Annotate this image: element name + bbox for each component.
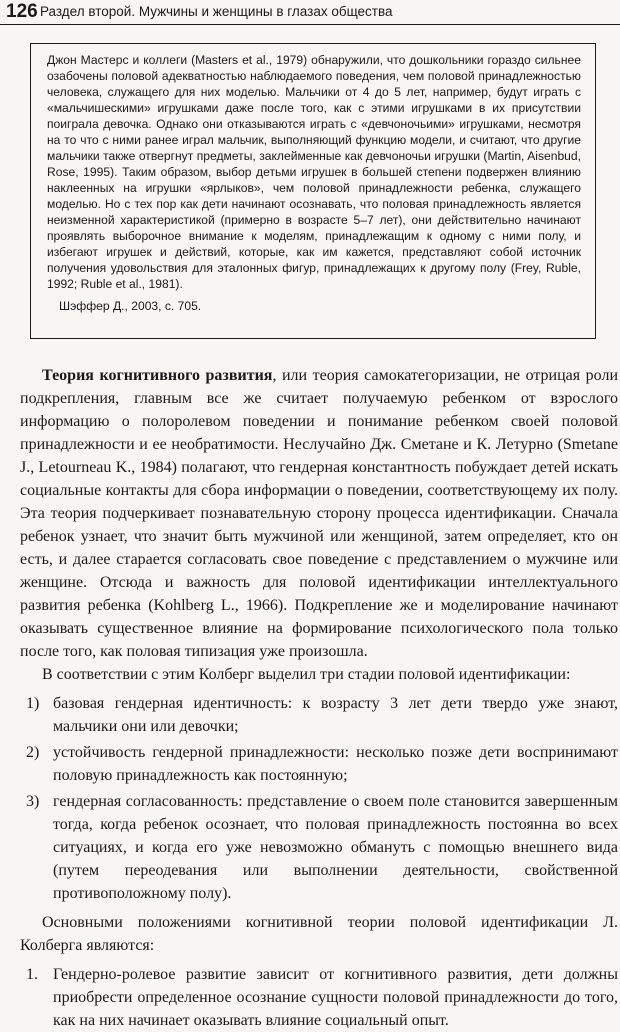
paragraph-cognitive-theory [20, 364, 618, 663]
paragraph-stages-intro: В соответствии с этим Колберг выделил три стадии половой идентификации: [42, 666, 571, 683]
term-cognitive-development: Теория когнитивного развития [42, 367, 273, 384]
stage-text: базовая гендерная идентичность: к возрасту 3 лет дети твердо уже знают, мальчики они или девочки; [53, 695, 618, 735]
principle-item [26, 963, 618, 1032]
paragraph-cognitive-theory-text: , или теория самокатегоризации, не отрицая роли подкрепления, главным все же считает получаемую ребенком от взрослого информацию о полоролевом поведении и понимание ребенком своей половой принадлежности и ее необратимости. Неслучайно Дж. Сметане и К. Летурно (Smetane J., Letourneau K., 1984) полагают, что гендерная константность побуждает детей искать социальные контакты для сбора информации о поведении, соответствующему их полу. Эта теория подчеркивает познавательную сторону процесса идентификации. Сначала ребенок узнает, что значит быть мужчиной или женщиной, затем определяет, кто он есть, и далее старается согласовать свое поведение с представлением о мужчине или женщине. Отсюда и важность для половой идентификации интеллектуального развития ребенка (Kohlberg L., 1966). Подкрепление же и моделирование начинают оказывать существенное влияние на формирование психологического пола только после того, как половая типизация уже произошла. [20, 367, 619, 660]
stage-item [26, 692, 618, 738]
page-header [0, 0, 620, 25]
principle-text: Гендерно-ролевое развитие зависит от когнитивного развития, дети должны приобрести определенное осознание сущности половой принадлежности до того, как на них начинает оказывать влияние социальный опыт. [53, 966, 618, 1029]
stage-text: устойчивость гендерной принадлежности: несколько позже дети воспринимают половую принадлежность как постоянную; [53, 744, 618, 784]
quote-box [30, 43, 596, 339]
page-number: 126 [6, 1, 38, 22]
stage-number: 1) [26, 695, 40, 712]
stage-item [26, 790, 618, 905]
stage-item [26, 741, 618, 787]
principle-number: 1. [26, 966, 38, 983]
stage-number: 3) [26, 793, 40, 810]
stage-number: 2) [26, 744, 40, 761]
running-title: Раздел второй. Мужчины и женщины в глазах общества [40, 4, 393, 19]
paragraph-principles-intro: Основными положениями когнитивной теории половой идентификации Л. Колберга являются: [20, 914, 618, 954]
main-text [20, 364, 618, 1032]
quote-text: Джон Мастерс и коллеги (Masters et al., 1979) обнаружили, что дошкольники гораздо сильнее озабочены половой адекватностью наблюдаемого поведения, чем половой принадлежностью человека, служащего для них моделью. Мальчики от 4 до 5 лет, например, будут играть с «мальчишескими» игрушками даже после того, как с этими игрушками в их присутствии поиграла девочка. Однако они отказываются играть с «девчоночьими» игрушками, несмотря на то что с ними ранее играл мальчик, выполняющий функцию модели, и считают, что другие мальчики также отвергнут предметы, заклейменные как девчоночьи игрушки (Martin, Aisenbud, Rose, 1995). Таким образом, выбор детьми игрушек в большей степени подвержен влиянию наклеенных на игрушки «ярлыков», чем половой принадлежности ребенка, служащего моделью. Но с тех пор как дети начинают осознавать, что половая принадлежность является неизменной характеристикой (примерно в возрасте 5–7 лет), они действительно начинают проявлять выборочное внимание к моделям, принадлежащим к одному с ними полу, и избегают игрушек и действий, которые, как им кажется, представляют собой источник получения удовольствия для эталонных фигур, принадлежащих к другому полу (Frey, Ruble, 1992; Ruble et al., 1981). [47, 53, 581, 291]
quote-source: Шэффер Д., 2003, с. 705. [59, 299, 202, 313]
stage-text: гендерная согласованность: представление о своем поле становится завершенным тогда, когда ребенок осознает, что половая принадлежность постоянна во всех ситуациях, и когда его уже невозможно обмануть с помощью внешнего вида (путем переодевания или выполнении деятельности, свойственной противоположному полу). [53, 793, 618, 902]
